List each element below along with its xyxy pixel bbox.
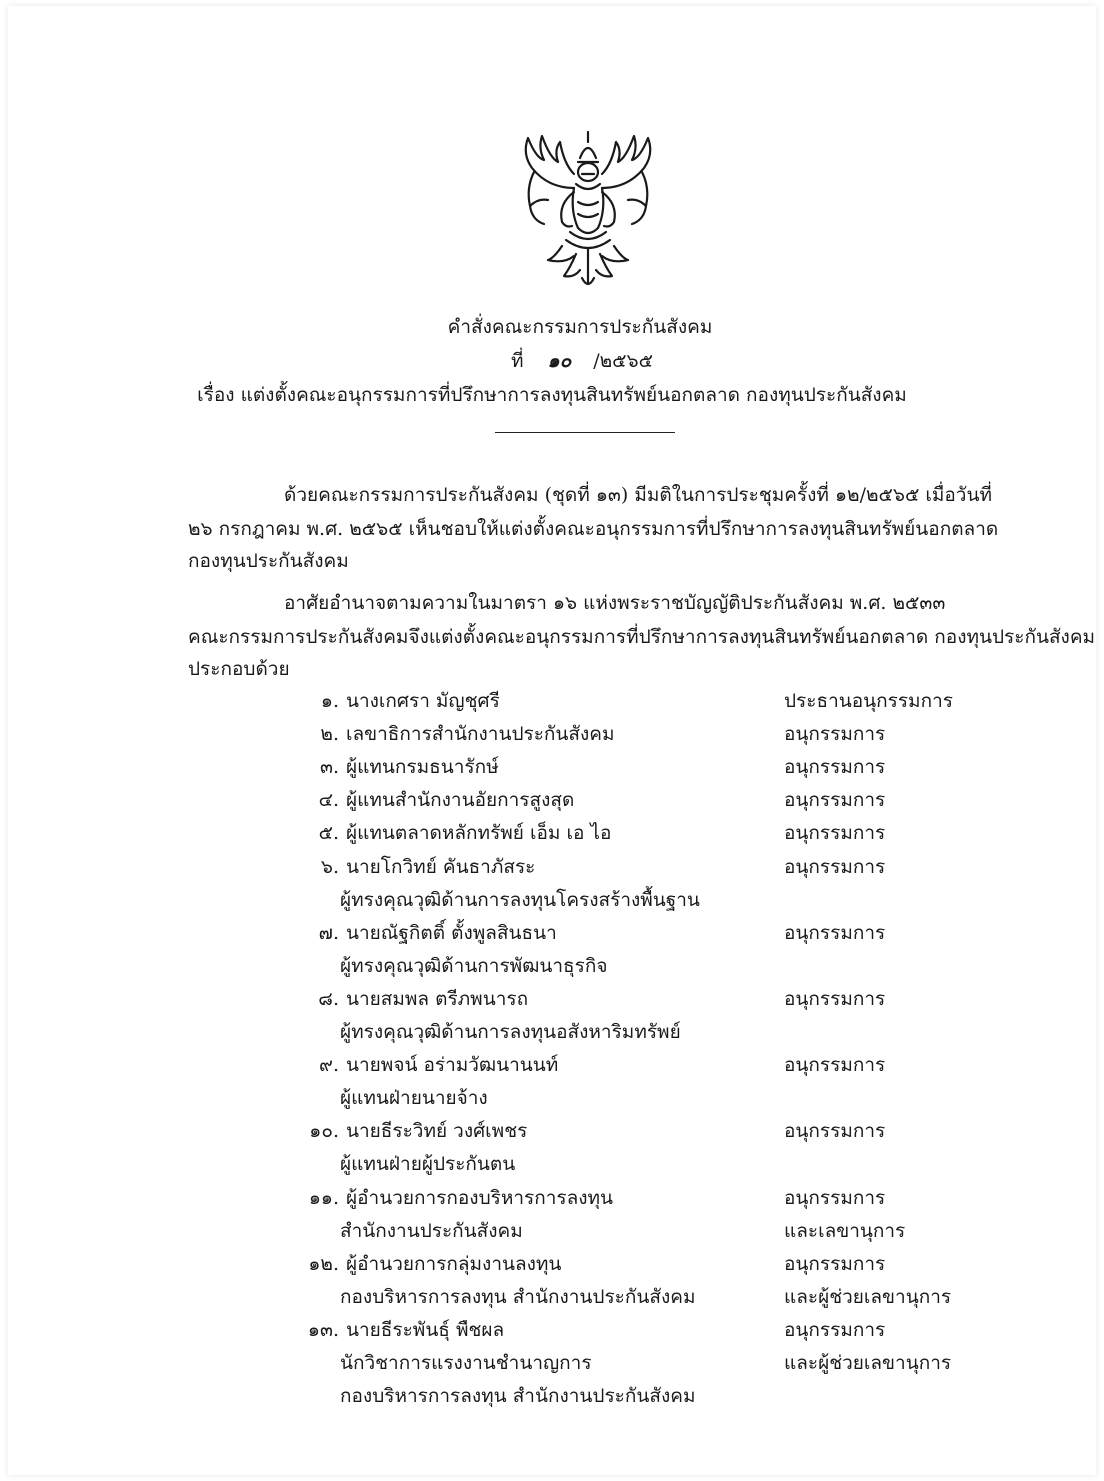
member-detail-row xyxy=(0,1149,1104,1181)
member-name: ผู้แทนตลาดหลักทรัพย์ เอ็ม เอ ไอ xyxy=(346,822,612,845)
member-number: ๑๓. xyxy=(307,1318,339,1341)
member-row xyxy=(0,1183,1104,1215)
member-role: ประธานอนุกรรมการ xyxy=(784,690,953,712)
member-role: อนุกรรมการ xyxy=(784,1120,886,1143)
member-detail: กองบริหารการลงทุน สำนักงานประกันสังคม xyxy=(340,1285,696,1308)
member-role: อนุกรรมการ xyxy=(784,822,886,845)
member-role: และผู้ช่วยเลขานุการ xyxy=(784,1352,952,1374)
member-detail: นักวิชาการแรงงานชำนาญการ xyxy=(340,1352,592,1374)
member-detail: ผู้แทนฝ่ายนายจ้าง xyxy=(340,1087,488,1110)
member-role: อนุกรรมการ xyxy=(784,1318,886,1341)
member-role: อนุกรรมการ xyxy=(784,789,886,812)
member-detail: ผู้ทรงคุณวุฒิด้านการลงทุนโครงสร้างพื้นฐาน xyxy=(340,888,700,911)
member-number: ๑๑. xyxy=(308,1186,339,1209)
member-number: ๘. xyxy=(318,987,339,1010)
member-row xyxy=(0,686,1104,718)
member-name: ผู้แทนกรมธนารักษ์ xyxy=(346,756,499,779)
member-role: อนุกรรมการ xyxy=(784,1186,886,1209)
member-name: นายโกวิทย์ คันธาภัสระ xyxy=(346,855,536,878)
member-role: อนุกรรมการ xyxy=(784,921,886,944)
member-name: ผู้แทนสำนักงานอัยการสูงสุด xyxy=(346,789,575,812)
member-detail: ผู้ทรงคุณวุฒิด้านการพัฒนาธุรกิจ xyxy=(340,954,608,977)
member-row xyxy=(0,719,1104,751)
member-detail-row xyxy=(0,1017,1104,1049)
member-detail-row xyxy=(0,951,1104,983)
order-number-prefix: ที่ xyxy=(511,350,524,372)
member-row xyxy=(0,1315,1104,1347)
member-name: นายธีระพันธุ์ พืชผล xyxy=(346,1318,505,1341)
member-number: ๗. xyxy=(318,921,339,944)
order-title: คำสั่งคณะกรรมการประกันสังคม xyxy=(447,316,713,338)
member-detail: สำนักงานประกันสังคม xyxy=(340,1219,523,1242)
member-number: ๙. xyxy=(319,1054,339,1077)
member-detail-row xyxy=(0,885,1104,917)
order-subject: เรื่อง แต่งตั้งคณะอนุกรรมการที่ปรึกษาการลงทุนสินทรัพย์นอกตลาด กองทุนประกันสังคม xyxy=(197,384,907,406)
member-row xyxy=(0,1249,1104,1281)
member-role: และผู้ช่วยเลขานุการ xyxy=(784,1285,952,1308)
order-number: ๑๐ xyxy=(547,350,572,372)
member-row xyxy=(0,818,1104,850)
member-detail-row xyxy=(0,1381,1104,1413)
member-number: ๔. xyxy=(318,789,339,812)
order-year: /๒๕๖๕ xyxy=(593,350,653,372)
member-number: ๑๒. xyxy=(308,1252,339,1275)
member-number: ๑๐. xyxy=(309,1120,339,1143)
member-name: เลขาธิการสำนักงานประกันสังคม xyxy=(346,723,615,746)
member-role: อนุกรรมการ xyxy=(784,723,886,746)
member-detail: ผู้ทรงคุณวุฒิด้านการลงทุนอสังหาริมทรัพย์ xyxy=(340,1021,681,1043)
member-detail: กองบริหารการลงทุน สำนักงานประกันสังคม xyxy=(340,1385,696,1408)
title-divider xyxy=(495,432,675,433)
order-number-line xyxy=(30,346,1104,376)
member-row xyxy=(0,785,1104,817)
member-detail-row xyxy=(0,1348,1104,1380)
para2-line1: อาศัยอำนาจตามความในมาตรา ๑๖ แห่งพระราชบัญญัติประกันสังคม พ.ศ. ๒๕๓๓ xyxy=(284,592,946,614)
member-role: อนุกรรมการ xyxy=(784,1252,886,1275)
member-role: อนุกรรมการ xyxy=(784,1054,886,1077)
garuda-emblem-icon xyxy=(508,128,668,293)
member-row xyxy=(0,1116,1104,1148)
member-name: นายณัฐกิตติ์ ตั้งพูลสินธนา xyxy=(346,921,557,944)
member-row xyxy=(0,984,1104,1016)
member-detail-row xyxy=(0,1216,1104,1248)
member-number: ๓. xyxy=(319,756,339,779)
member-row xyxy=(0,1050,1104,1082)
member-detail-row xyxy=(0,1083,1104,1115)
member-detail-row xyxy=(0,1282,1104,1314)
member-number: ๑. xyxy=(320,690,339,712)
para1-line3: กองทุนประกันสังคม xyxy=(188,550,349,572)
member-name: นายพจน์ อร่ามวัฒนานนท์ xyxy=(346,1054,559,1077)
para2-line3: ประกอบด้วย xyxy=(188,658,290,680)
member-row xyxy=(0,852,1104,884)
member-name: นายสมพล ตรีภพนารถ xyxy=(346,987,529,1010)
para1-line2: ๒๖ กรกฎาคม พ.ศ. ๒๕๖๕ เห็นชอบให้แต่งตั้งคณะอนุกรรมการที่ปรึกษาการลงทุนสินทรัพย์นอกตลาด xyxy=(188,518,999,540)
member-name: ผู้อำนวยการกลุ่มงานลงทุน xyxy=(346,1252,562,1275)
member-name: ผู้อำนวยการกองบริหารการลงทุน xyxy=(346,1186,614,1209)
member-role: อนุกรรมการ xyxy=(784,855,886,878)
para1-line1: ด้วยคณะกรรมการประกันสังคม (ชุดที่ ๑๓) มีมติในการประชุมครั้งที่ ๑๒/๒๕๖๕ เมื่อวันที่ xyxy=(284,484,992,506)
member-name: นางเกศรา มัญชุศรี xyxy=(346,690,500,712)
member-row xyxy=(0,918,1104,950)
member-detail: ผู้แทนฝ่ายผู้ประกันตน xyxy=(340,1153,516,1176)
member-role: อนุกรรมการ xyxy=(784,756,886,779)
member-row xyxy=(0,752,1104,784)
member-role: อนุกรรมการ xyxy=(784,987,886,1010)
member-number: ๒. xyxy=(320,723,339,746)
member-number: ๕. xyxy=(318,822,339,845)
member-number: ๖. xyxy=(320,855,339,878)
para2-line2: คณะกรรมการประกันสังคมจึงแต่งตั้งคณะอนุกรรมการที่ปรึกษาการลงทุนสินทรัพย์นอกตลาด กองทุนประกันสังคม xyxy=(188,626,1096,648)
member-role: และเลขานุการ xyxy=(784,1219,906,1242)
member-name: นายธีระวิทย์ วงศ์เพชร xyxy=(346,1120,528,1143)
